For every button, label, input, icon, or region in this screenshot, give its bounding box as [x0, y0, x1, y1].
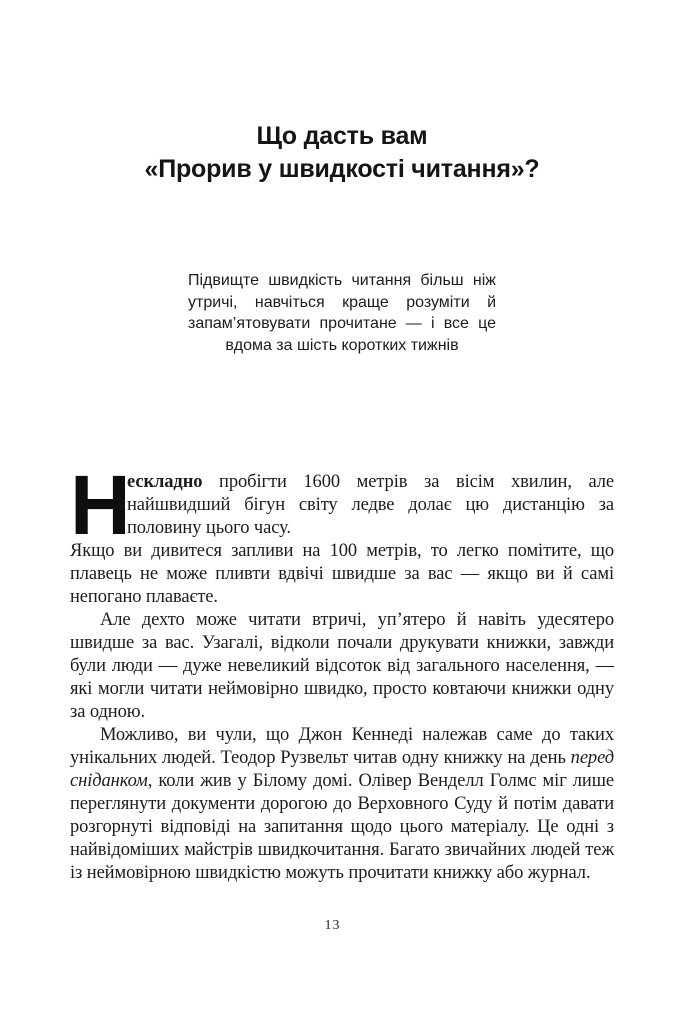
paragraph-1-text: пробігти 1600 метрів за вісім хвилин, але найшвидший бігун світу ледве долає цю дистанцію за половину цього часу.: [127, 471, 614, 538]
chapter-title-line-2: «Прорив у швидкості читання»?: [144, 155, 540, 183]
paragraph-3: Але дехто може читати втричі, уп’ятеро й навіть удесятеро швидше за вас. Узагалі, відколи почали друкувати книжки, завжди були люди — дуже невеликий відсоток від загального населення, — які могли читати неймовірно швидко, просто ковтаючи книжки одну за одною.: [70, 609, 614, 722]
page-number: 13: [324, 918, 341, 933]
paragraph-4: [70, 724, 614, 885]
lead-bold-word: ескладно: [127, 471, 203, 492]
chapter-lead-subtitle: Підвищте швидкість читання більш ніж утричі, навчіться краще розуміти й запам’ятовувати прочитане — і все це вдома за шість коротких тижнів: [188, 272, 496, 355]
dropcap-letter: Н: [70, 458, 131, 553]
body-text: [70, 458, 614, 885]
paragraph-4-italic-phrase: перед сніданком: [70, 747, 614, 791]
chapter-title-line-1: Що дасть вам: [256, 122, 428, 150]
paragraph-2: Якщо ви дивитеся запливи на 100 метрів, то легко помітите, що плавець не може пливти вдвічі швидше за вас — якщо ви й самі непогано плаваєте.: [70, 540, 614, 607]
chapter-title: [70, 120, 614, 186]
paragraph-4-text-before: Можливо, ви чули, що Джон Кеннеді належав саме до таких унікальних людей. Теодор Рузвельт читав одну книжку на день: [70, 724, 614, 768]
paragraph-dropcap: [70, 458, 614, 553]
paragraph-4-text-after: , коли жив у Білому домі. Олівер Венделл Голмс міг лише переглянути документи дорогою до Верховного Суду й потім давати розгорнуті відповіді на запитання щодо цього матеріалу. Це одні з найвідоміших майстрів швидкочитання. Багато звичайних людей теж із неймовірною швидкістю можуть прочитати книжку або журнал.: [70, 770, 614, 883]
